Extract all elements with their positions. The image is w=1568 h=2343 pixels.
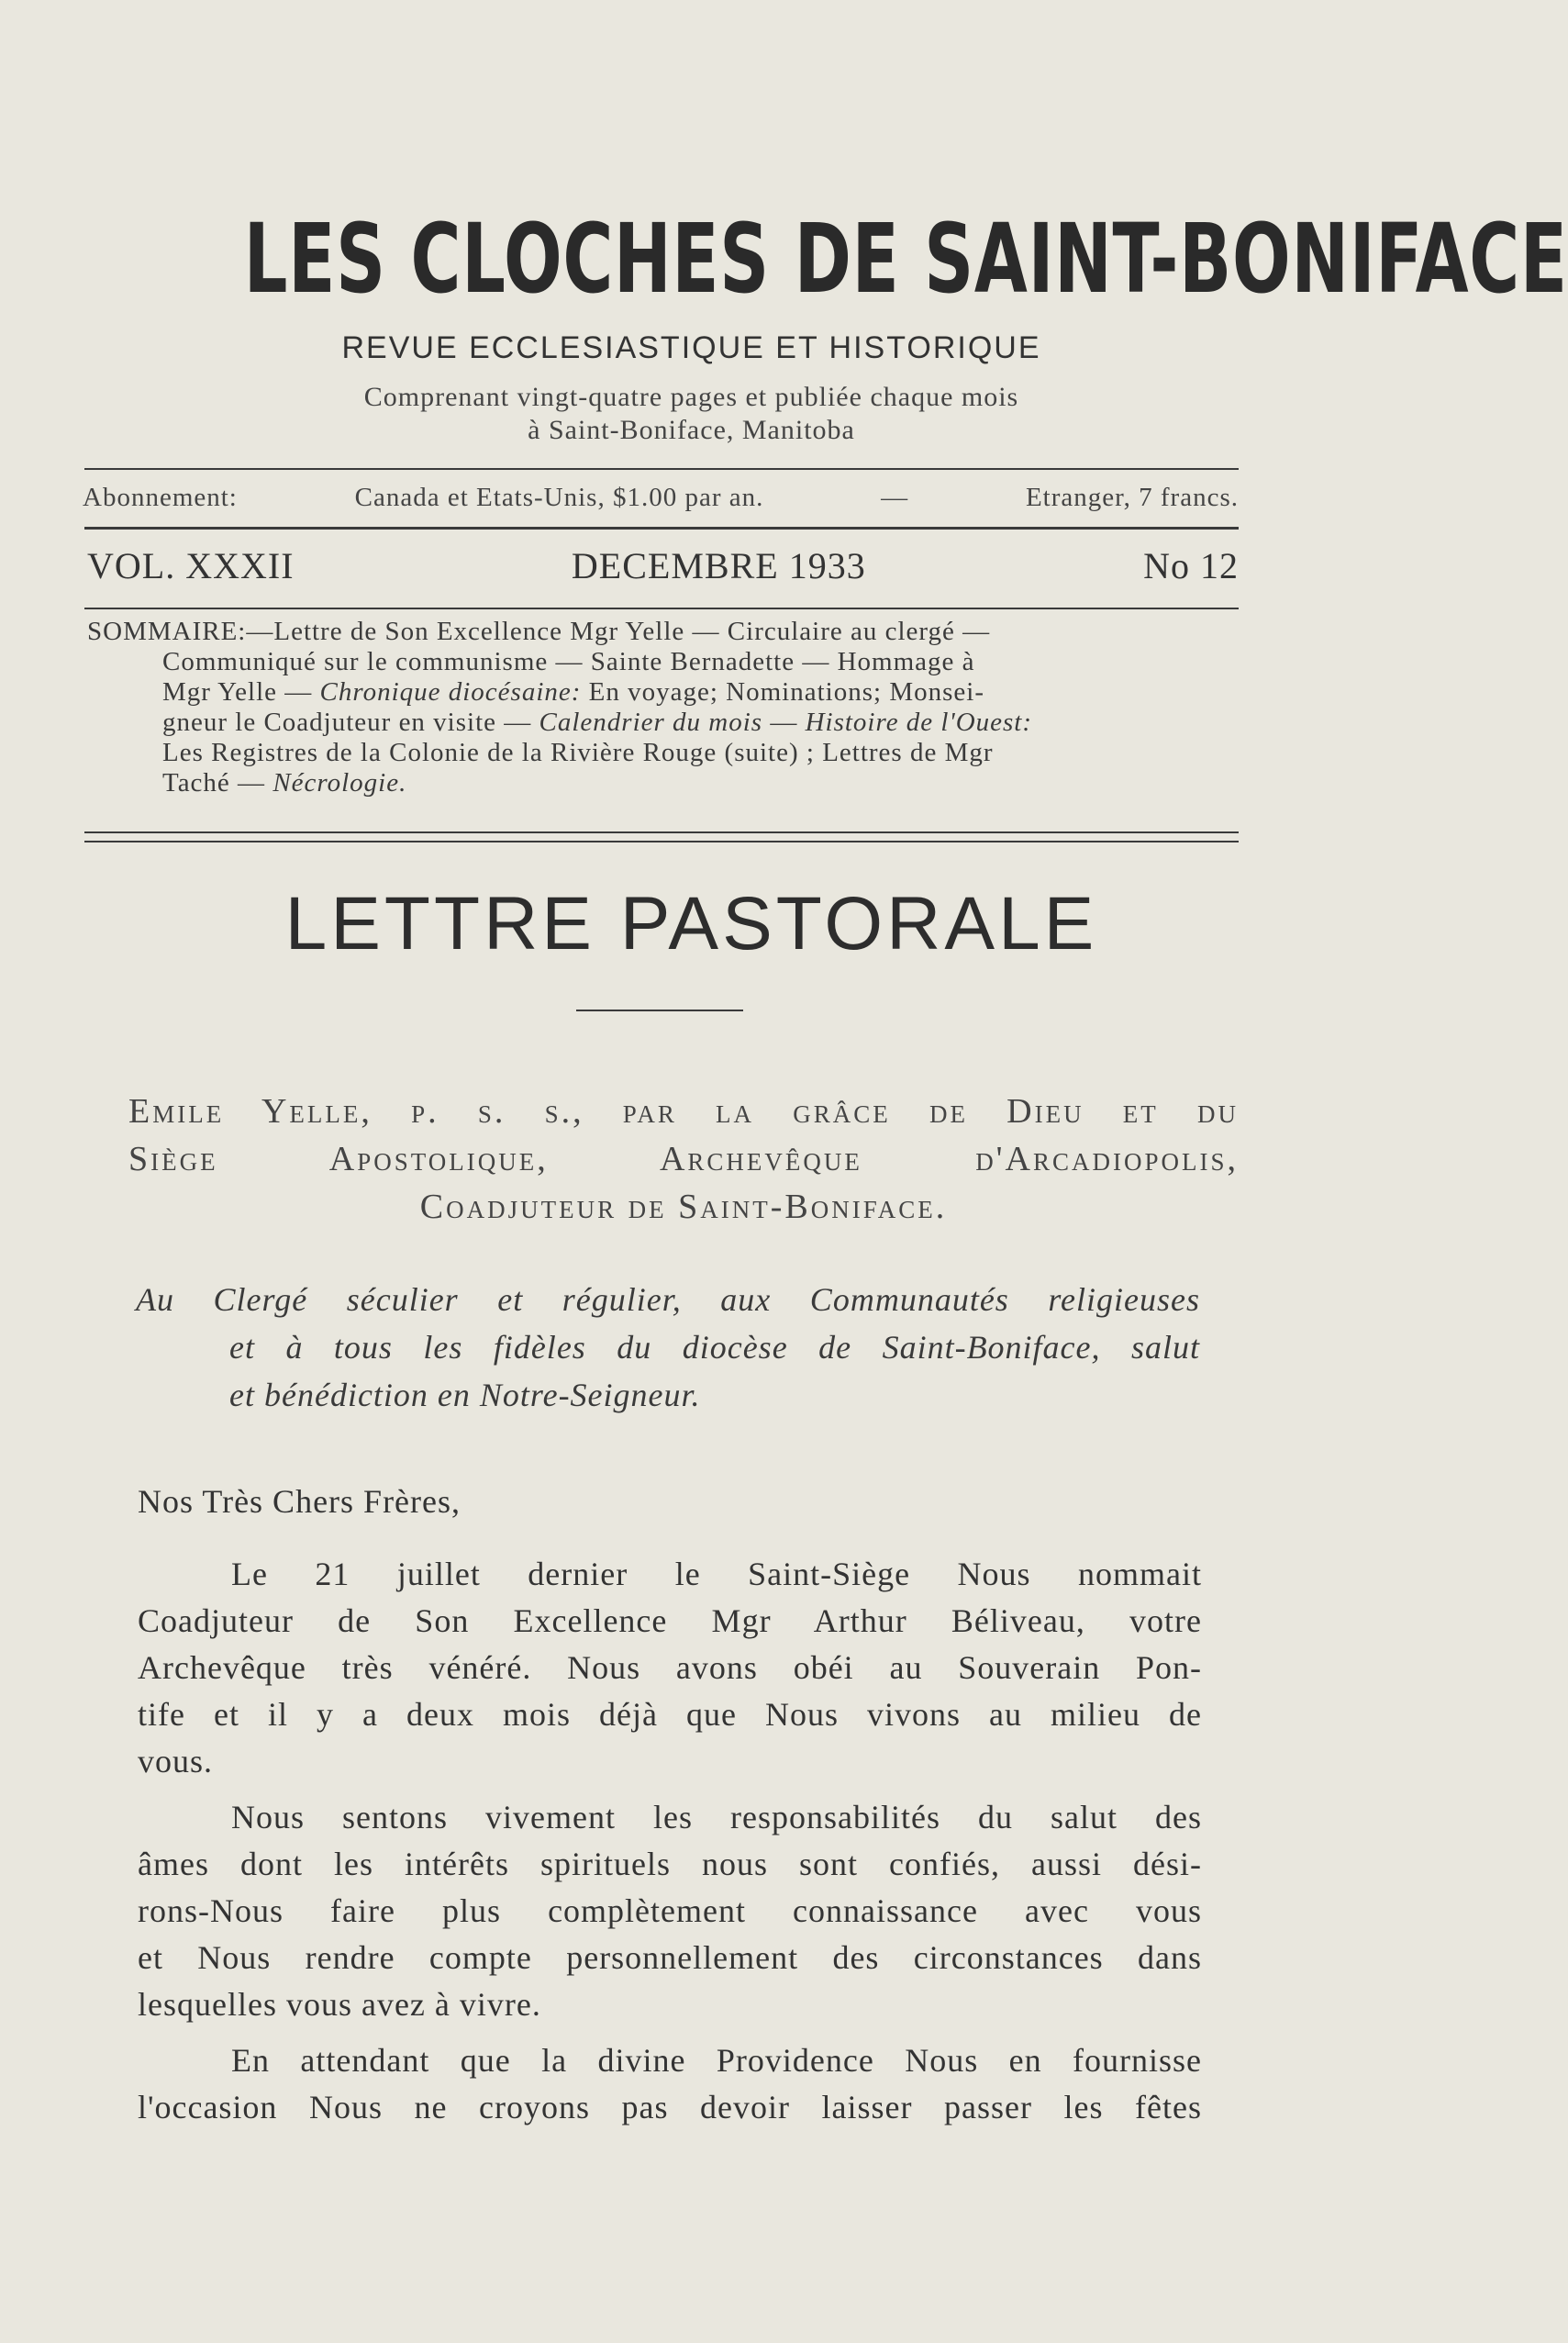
divider	[84, 527, 1239, 530]
subscription-foreign: Etranger, 7 francs.	[1025, 483, 1239, 512]
body-line: En attendant que la divine Providence Nous en fournisse	[231, 2042, 1202, 2079]
subscription-label: Abonnement:	[83, 483, 238, 512]
divider	[84, 831, 1239, 833]
author-line: Coadjuteur de Saint-Boniface.	[419, 1188, 948, 1226]
summary-section: Calendrier du mois	[539, 708, 763, 737]
summary-line	[87, 617, 1239, 647]
table-of-contents	[87, 617, 1239, 798]
address-block	[136, 1276, 1200, 1419]
divider	[84, 841, 1239, 842]
author-block	[128, 1088, 1239, 1231]
masthead-subtitle: REVUE ECCLESIASTIQUE ET HISTORIQUE	[341, 330, 1041, 365]
article-body	[138, 1551, 1202, 2131]
body-line: Nous sentons vivement les responsabilités du salut des	[231, 1799, 1202, 1835]
subscription-line	[83, 483, 1239, 513]
summary-text: Taché —	[162, 768, 273, 798]
subscription-separator: —	[881, 483, 909, 512]
summary-label: SOMMAIRE:	[87, 617, 247, 646]
body-line: Coadjuteur de Son Excellence Mgr Arthur Béliveau, votre	[138, 1602, 1202, 1639]
summary-section: Histoire de l'Ouest:	[805, 708, 1033, 737]
body-line: lesquelles vous avez à vivre.	[138, 1986, 541, 2023]
summary-text: —	[762, 708, 806, 737]
issue-line	[87, 544, 1239, 587]
summary-line: Communiqué sur le communisme — Sainte Bernadette — Hommage à	[162, 647, 975, 676]
body-line: vous.	[138, 1743, 214, 1780]
masthead-title: LES CLOCHES DE SAINT-BONIFACE	[243, 203, 1568, 315]
summary-line	[162, 677, 1239, 708]
subscription-domestic: Canada et Etats-Unis, $1.00 par an.	[354, 483, 764, 512]
masthead-description	[0, 381, 1383, 447]
body-line: et Nous rendre compte personnellement des circonstances dans	[138, 1939, 1202, 1976]
author-line: Emile Yelle, p. s. s., par la grâce de Dieu et du	[128, 1092, 1239, 1131]
body-line: âmes dont les intérêts spirituels nous sont confiés, aussi dési-	[138, 1846, 1202, 1882]
title-ornament-rule	[576, 1010, 743, 1011]
issue-number: No 12	[1143, 545, 1239, 586]
divider	[84, 608, 1239, 609]
paragraph	[138, 1794, 1202, 2028]
address-line: et à tous les fidèles du diocèse de Saint-Boniface, salut	[229, 1329, 1200, 1366]
summary-section: Chronique diocésaine:	[319, 677, 582, 707]
summary-text: En voyage; Nominations; Monsei-	[581, 677, 984, 707]
divider	[84, 468, 1239, 470]
issue-date: DECEMBRE 1933	[571, 545, 866, 586]
article-title: LETTRE PASTORALE	[284, 882, 1098, 965]
body-line: l'occasion Nous ne croyons pas devoir laisser passer les fêtes	[138, 2089, 1202, 2125]
summary-text: gneur le Coadjuteur en visite —	[162, 708, 539, 737]
paragraph	[138, 1551, 1202, 1785]
description-line: Comprenant vingt-quatre pages et publiée chaque mois	[363, 382, 1019, 412]
summary-line	[162, 708, 1239, 738]
body-line: Archevêque très vénéré. Nous avons obéi au Souverain Pon-	[138, 1649, 1202, 1686]
body-line: Le 21 juillet dernier le Saint-Siège Nous nommait	[231, 1556, 1202, 1592]
description-line: à Saint-Boniface, Manitoba	[528, 415, 855, 445]
salutation: Nos Très Chers Frères,	[138, 1483, 462, 1520]
body-line: rons-Nous faire plus complètement connaissance avec vous	[138, 1892, 1202, 1929]
summary-line	[162, 768, 1239, 798]
issue-volume: VOL. XXXII	[87, 545, 295, 586]
address-line: et bénédiction en Notre-Seigneur.	[229, 1377, 701, 1413]
summary-text: Mgr Yelle —	[162, 677, 320, 707]
summary-text: —Lettre de Son Excellence Mgr Yelle — Circulaire au clergé —	[246, 617, 991, 646]
summary-section: Nécrologie.	[272, 768, 407, 798]
body-line: tife et il y a deux mois déjà que Nous vivons au milieu de	[138, 1696, 1202, 1733]
paragraph	[138, 2037, 1202, 2131]
summary-line: Les Registres de la Colonie de la Rivière Rouge (suite) ; Lettres de Mgr	[162, 738, 994, 767]
author-line: Siège Apostolique, Archevêque d'Arcadiopolis,	[128, 1140, 1239, 1178]
address-line: Au Clergé séculier et régulier, aux Communautés religieuses	[136, 1281, 1200, 1318]
